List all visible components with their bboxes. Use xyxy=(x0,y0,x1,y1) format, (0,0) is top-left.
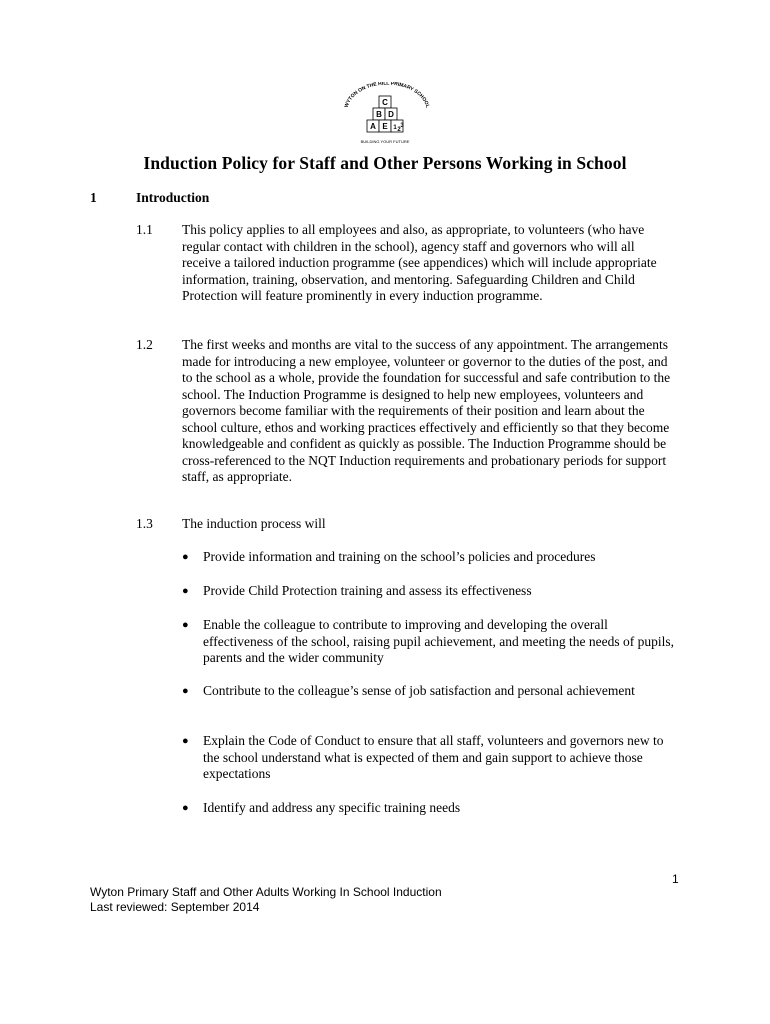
logo-letter-c: C xyxy=(382,98,388,107)
paragraph-text: The induction process will xyxy=(182,516,326,531)
bullet-icon: ● xyxy=(182,619,189,631)
list-item-text: Enable the colleague to contribute to improving and developing the overall effectiveness of the school, raising pupil achievement, and meeting the needs of pupils, parents and the wider community xyxy=(203,617,674,665)
list-item xyxy=(182,549,677,566)
logo-number-3: 3 xyxy=(400,123,404,129)
list-item-text: Provide information and training on the school’s policies and procedures xyxy=(203,549,596,564)
bullet-icon: ● xyxy=(182,551,189,563)
page-footer xyxy=(90,885,442,915)
bullet-icon: ● xyxy=(182,735,189,747)
paragraph-number: 1.3 xyxy=(136,516,153,531)
paragraph-1-1 xyxy=(136,222,676,305)
paragraph-text: The first weeks and months are vital to the success of any appointment. The arrangements made for introducing a new employee, volunteer or governor to the duties of the post, and to the school as a whole, provide the foundation for successful and safe contribution to the school. The Induction Programme is designed to help new employees, volunteers and governors become familiar with the requirements of their position and learn about the school culture, ethos and working practices effectively and efficiently so that they become knowledgeable and confident as quickly as possible. The Induction Programme should be cross-referenced to the NQT Induction requirements and probationary periods for support staff, as appropriate. xyxy=(182,337,671,484)
bullet-icon: ● xyxy=(182,585,189,597)
logo-letter-a: A xyxy=(370,122,376,131)
list-item-text: Identify and address any specific training needs xyxy=(203,800,461,815)
logo-letter-d: D xyxy=(388,110,394,119)
logo-letter-b: B xyxy=(376,110,382,119)
list-item xyxy=(182,617,677,667)
document-title: Induction Policy for Staff and Other Persons Working in School xyxy=(143,153,627,173)
footer-line-2: Last reviewed: September 2014 xyxy=(90,900,260,914)
section-title: Introduction xyxy=(136,190,210,205)
list-item-text: Provide Child Protection training and assess its effectiveness xyxy=(203,583,532,598)
list-item xyxy=(182,683,677,700)
logo-arc-text: WYTON ON THE HILL PRIMARY SCHOOL xyxy=(343,82,431,109)
page-number: 1 xyxy=(672,872,679,886)
list-item-text: Explain the Code of Conduct to ensure that all staff, volunteers and governors new to the school understand what is expected of them and gain support to achieve those expectations xyxy=(203,733,664,781)
logo-motto: BUILDING YOUR FUTURE xyxy=(360,139,410,144)
paragraph-number: 1.1 xyxy=(136,222,153,237)
logo-number-2: 2 xyxy=(397,127,401,133)
list-item xyxy=(182,800,677,817)
list-item xyxy=(182,733,677,783)
list-item xyxy=(182,583,677,600)
list-item-text: Contribute to the colleague’s sense of job satisfaction and personal achievement xyxy=(203,683,635,698)
paragraph-text: This policy applies to all employees and also, as appropriate, to volunteers (who have regular contact with children in the school), agency staff and governors who will all receive a tailored induction programme (see appendices) which will include appropriate information, training, observation, and mentoring. Safeguarding Children and Child Protection will feature prominently in every induction programme. xyxy=(182,222,657,303)
school-logo xyxy=(335,82,435,148)
logo-letter-e: E xyxy=(382,122,388,131)
section-number: 1 xyxy=(90,190,97,205)
paragraph-1-3 xyxy=(136,516,676,533)
paragraph-number: 1.2 xyxy=(136,337,153,352)
logo-number-1: 1 xyxy=(393,125,397,131)
bullet-icon: ● xyxy=(182,685,189,697)
bullet-icon: ● xyxy=(182,802,189,814)
paragraph-1-2 xyxy=(136,337,676,486)
footer-line-1: Wyton Primary Staff and Other Adults Working In School Induction xyxy=(90,885,442,899)
